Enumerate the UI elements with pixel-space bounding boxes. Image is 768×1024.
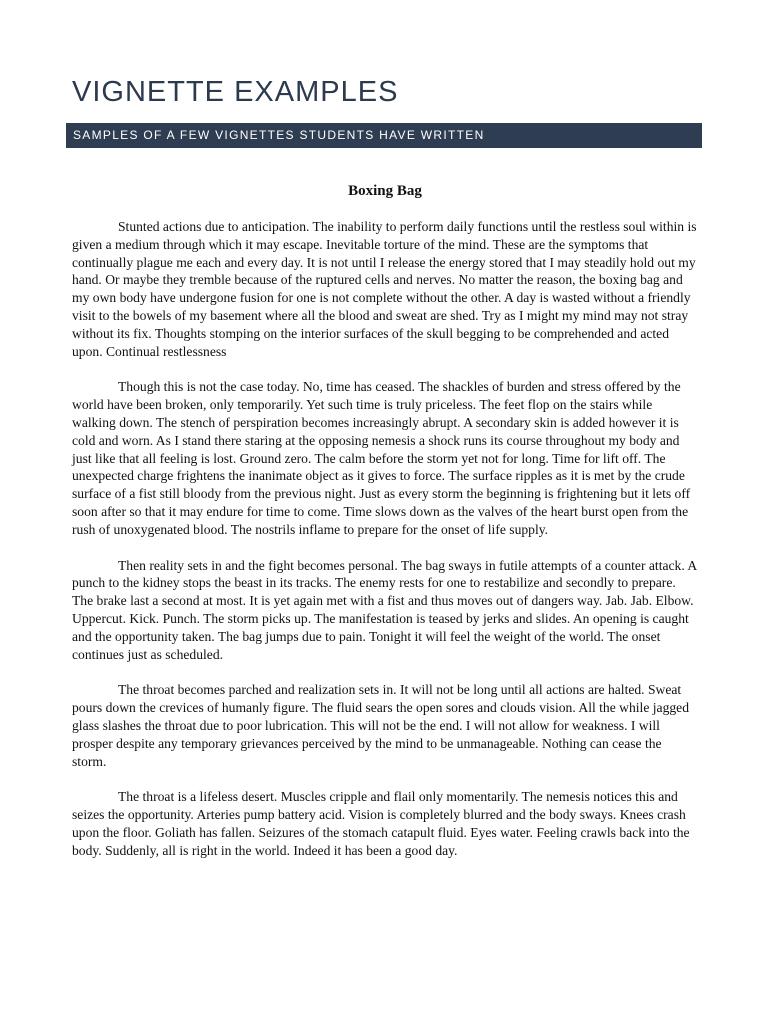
essay-paragraph: Then reality sets in and the fight becomes personal. The bag sways in futile attempts of a counter attack. A punch to the kidney stops the beast in its tracks. The enemy rests for one to restabilize and secondly to prepare. The brake last a second at most. It is yet again met with a fist and thus moves out of dangers way. Jab. Jab. Elbow. Uppercut. Kick. Punch. The storm picks up. The manifestation is teased by jerks and slides. An opening is caught and the opportunity taken. The bag jumps due to pain. Tonight it will feel the weight of the world. The onset continues just as scheduled. [72,557,697,662]
page-title: VIGNETTE EXAMPLES [72,76,399,108]
essay-paragraph: The throat becomes parched and realization sets in. It will not be long until all actions are halted. Sweat pours down the crevices of humanly figure. The fluid sears the open sores and clouds vision. All the while jagged glass slashes the throat due to poor lubrication. This will not be the end. I will not allow for weakness. I will prosper despite any temporary grievances perceived by the mind to be unmanageable. Nothing can cease the storm. [72,682,689,769]
essay-paragraph: The throat is a lifeless desert. Muscles cripple and flail only momentarily. The nemesis notices this and seizes the opportunity. Arteries pump battery acid. Vision is completely blurred and the body sways. Knees crash upon the floor. Goliath has fallen. Seizures of the stomach catapult fluid. Eyes water. Feeling crawls back into the body. Suddenly, all is right in the world. Indeed it has been a good day. [72,789,690,858]
essay-paragraph: Though this is not the case today. No, time has ceased. The shackles of burden and stress offered by the world have been broken, only temporarily. Yet such time is truly priceless. The feet flop on the stairs while walking down. The stench of perspiration becomes increasingly abrupt. A secondary skin is added however it is cold and worn. As I stand there staring at the opposing nemesis a shock runs its course throughout my body and just like that all feeling is lost. Ground zero. The calm before the storm yet not for long. Time for lift off. The unexpected charge frightens the inanimate object as it gives to force. The surface ripples as it is met by the crude surface of a fist still bloody from the previous night. Just as every storm the beginning is frightening but it lets off soon after so that it may endure for time to come. Time slows down as the valves of the heart burst open from the rush of unoxygenated blood. The nostrils inflame to prepare for the onset of life supply. [72,379,691,537]
subtitle-banner [66,123,702,148]
subtitle-text: SAMPLES OF A FEW VIGNETTES STUDENTS HAVE WRITTEN [73,128,485,142]
essay-title: Boxing Bag [348,183,422,199]
essay-paragraph: Stunted actions due to anticipation. The inability to perform daily functions until the restless soul within is given a medium through which it may escape. Inevitable torture of the mind. These are the symptoms that continually plague me each and every day. It is not until I release the energy stored that I may steadily hold out my hand. Or maybe they tremble because of the ruptured cells and nerves. No matter the reason, the boxing bag and my own body have undergone fusion for one is not complete without the other. A day is wasted without a friendly visit to the bowels of my basement where all the blood and sweat are shed. Try as I might my mind may not stray without its fix. Thoughts stomping on the interior surfaces of the skull begging to be comprehended and acted upon. Continual restlessness [72,219,697,359]
essay-body [72,182,698,878]
